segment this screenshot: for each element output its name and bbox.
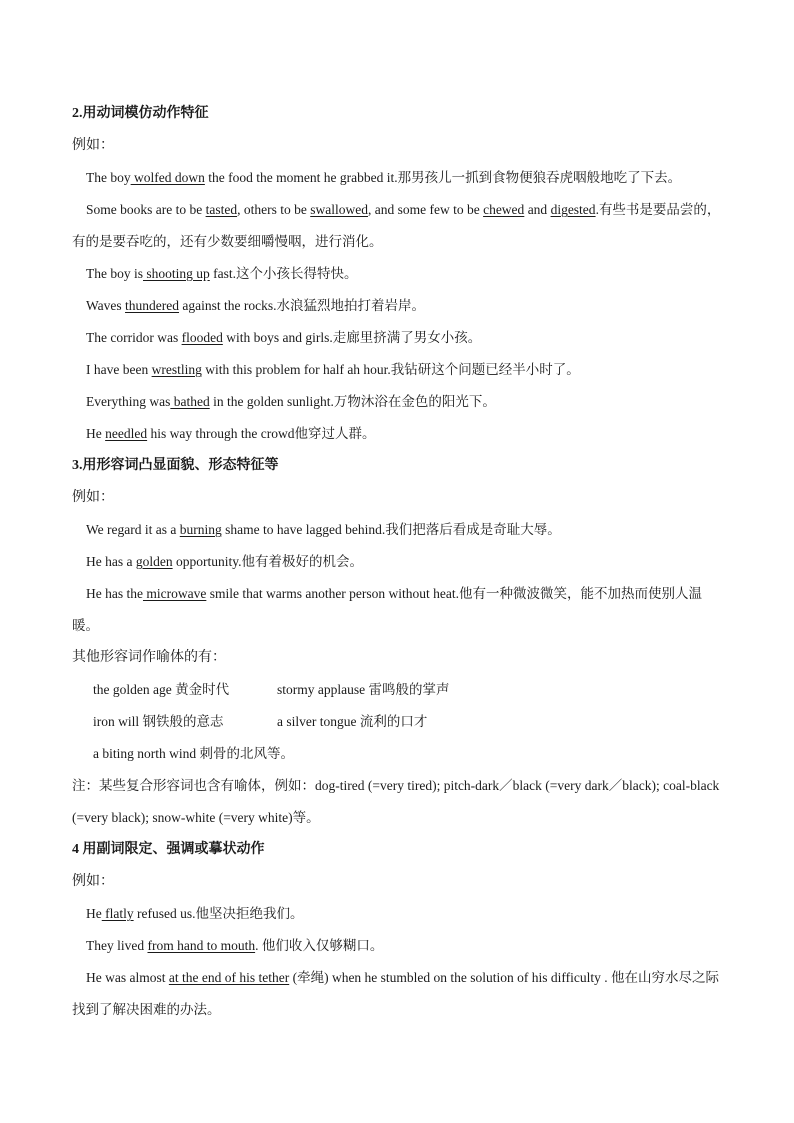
example-label: 例如：: [72, 874, 114, 889]
vocab-item: iron will 钢铁般的意志: [93, 714, 224, 729]
example-line: He was almost at the end of his tether (牵绳) when he stumbled on the solution of his difficulty . 他在山穷水尽之际找到了解决困难的办法。: [72, 970, 720, 1017]
example-line: He needled his way through the crowd他穿过人群。: [86, 426, 376, 441]
note-paragraph: 注：某些复合形容词也含有喻体，例如：dog-tired (=very tired); pitch-dark／black (=very dark／black); coal-black (=very black); snow-white (=very white)等。: [72, 778, 720, 825]
vocab-pair: [72, 706, 724, 738]
example-line: The corridor was flooded with boys and girls.走廊里挤满了男女小孩。: [86, 330, 482, 345]
vocab-item: a biting north wind 刺骨的北风等。: [93, 746, 294, 761]
section-2-heading: 2.用动词模仿动作特征: [72, 106, 209, 121]
vocab-item: the golden age 黄金时代: [93, 682, 230, 697]
section-4-heading: 4 用副词限定、强调或摹状动作: [72, 842, 265, 857]
example-line: He has the microwave smile that warms another person without heat.他有一种微波微笑，能不加热而使别人温暖。: [72, 586, 703, 633]
example-line: I have been wrestling with this problem for half ah hour.我钻研这个问题已经半小时了。: [86, 362, 580, 377]
example-line: He has a golden opportunity.他有着极好的机会。: [86, 554, 363, 569]
example-line: They lived from hand to mouth. 他们收入仅够糊口。: [86, 938, 384, 953]
example-line: The boy wolfed down the food the moment he grabbed it.那男孩儿一抓到食物便狼吞虎咽般地吃了下去。: [86, 170, 682, 185]
vocab-pair: [72, 674, 724, 706]
example-line: The boy is shooting up fast.这个小孩长得特快。: [86, 266, 358, 281]
example-line: Some books are to be tasted, others to be swallowed, and some few to be chewed and digested.有些书是要品尝的，有的是要吞吃的，还有少数要细嚼慢咽，进行消化。: [72, 202, 721, 249]
example-label: 例如：: [72, 490, 114, 505]
vocab-item: stormy applause 雷鸣般的掌声: [277, 682, 450, 697]
example-label: 例如：: [72, 138, 114, 153]
example-line: He flatly refused us.他坚决拒绝我们。: [86, 906, 304, 921]
example-line: We regard it as a burning shame to have lagged behind.我们把落后看成是奇耻大辱。: [86, 522, 561, 537]
example-line: Everything was bathed in the golden sunlight.万物沐浴在金色的阳光下。: [86, 394, 496, 409]
section-3-heading: 3.用形容词凸显面貌、形态特征等: [72, 458, 279, 473]
example-line: Waves thundered against the rocks.水浪猛烈地拍打着岩岸。: [86, 298, 425, 313]
vocab-item: a silver tongue 流利的口才: [277, 714, 428, 729]
others-label: 其他形容词作喻体的有：: [72, 650, 226, 665]
